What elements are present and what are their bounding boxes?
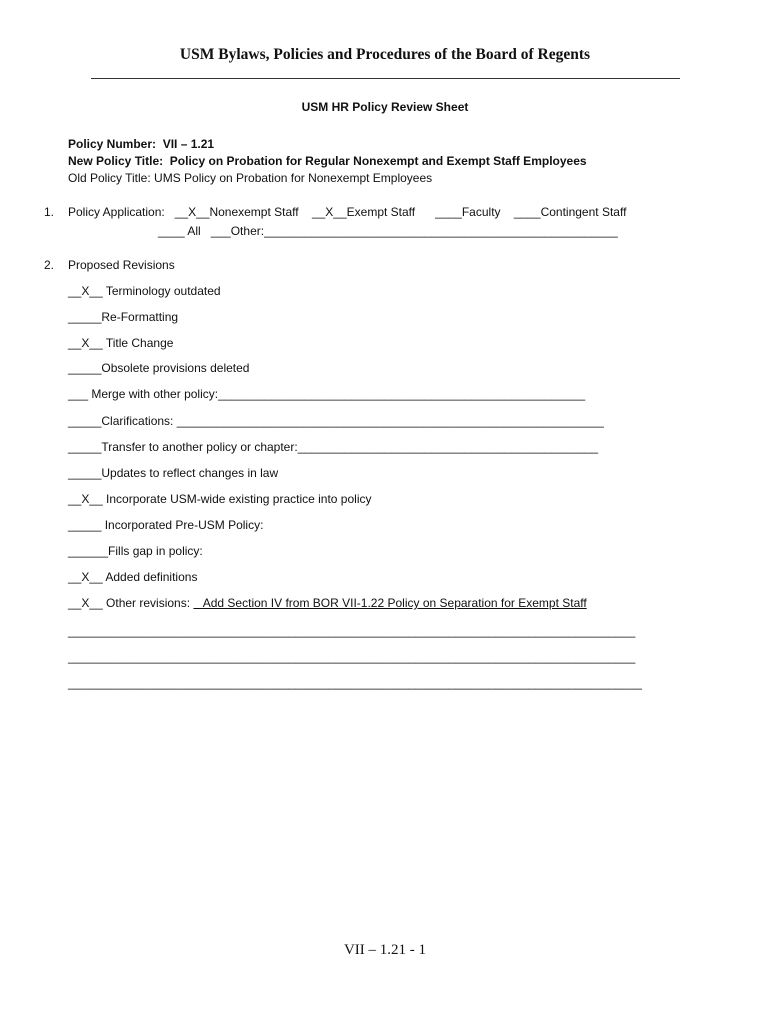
policy-application-label: Policy Application: <box>68 205 175 219</box>
revision-item: ______Fills gap in policy: <box>68 544 203 558</box>
document-header-title: USM Bylaws, Policies and Procedures of the Board of Regents <box>179 46 591 63</box>
blank-line: _____________________________________________________________________________________ <box>68 650 636 664</box>
faculty-option: ____Faculty <box>435 205 501 219</box>
section-2-number: 2. <box>44 258 55 272</box>
new-policy-title: New Policy Title: Policy on Probation for Regular Nonexempt and Exempt Staff Employees <box>68 154 587 168</box>
sheet-title: USM HR Policy Review Sheet <box>301 100 469 114</box>
other-revisions-row <box>68 596 587 610</box>
nonexempt-blank: __X__ <box>174 205 210 219</box>
revision-item: __X__ Terminology outdated <box>68 284 221 298</box>
header-divider <box>91 78 680 79</box>
other-revisions-label: __X__ Other revisions: <box>68 596 194 610</box>
old-policy-title: Old Policy Title: UMS Policy on Probation for Nonexempt Employees <box>68 171 433 185</box>
policy-application-row <box>68 205 626 219</box>
nonexempt-label: Nonexempt Staff <box>209 205 299 219</box>
blank-line: ______________________________________________________________________________________ <box>68 676 642 690</box>
proposed-revisions-heading: Proposed Revisions <box>68 258 175 272</box>
revision-item: __X__ Incorporate USM-wide existing practice into policy <box>68 492 372 506</box>
blank-line: _____________________________________________________________________________________ <box>68 624 636 638</box>
revision-item: _____Re-Formatting <box>68 310 179 324</box>
contingent-option: ____Contingent Staff <box>513 205 627 219</box>
other-revisions-text: Add Section IV from BOR VII-1.22 Policy on Separation for Exempt Staff <box>193 596 587 610</box>
revision-item: _____Transfer to another policy or chapter:_____________________________________________ <box>68 440 599 454</box>
revision-item: _____Updates to reflect changes in law <box>68 466 279 480</box>
revision-item: ___ Merge with other policy:_______________________________________________________ <box>68 387 586 401</box>
revision-item: _____Clarifications: ________________________________________________________________ <box>68 414 604 428</box>
revision-item: __X__ Added definitions <box>68 570 198 584</box>
revision-item: _____ Incorporated Pre-USM Policy: <box>68 518 264 532</box>
exempt-label: Exempt Staff <box>346 205 416 219</box>
section-1-number: 1. <box>44 205 55 219</box>
revision-item: _____Obsolete provisions deleted <box>68 361 250 375</box>
page-number-footer: VII – 1.21 - 1 <box>343 942 427 958</box>
policy-number: Policy Number: VII – 1.21 <box>68 137 215 151</box>
policy-application-row-2: ____ All ___Other:_____________________________________________________ <box>158 224 618 238</box>
revision-item: __X__ Title Change <box>68 336 174 350</box>
exempt-blank: __X__ <box>311 205 347 219</box>
